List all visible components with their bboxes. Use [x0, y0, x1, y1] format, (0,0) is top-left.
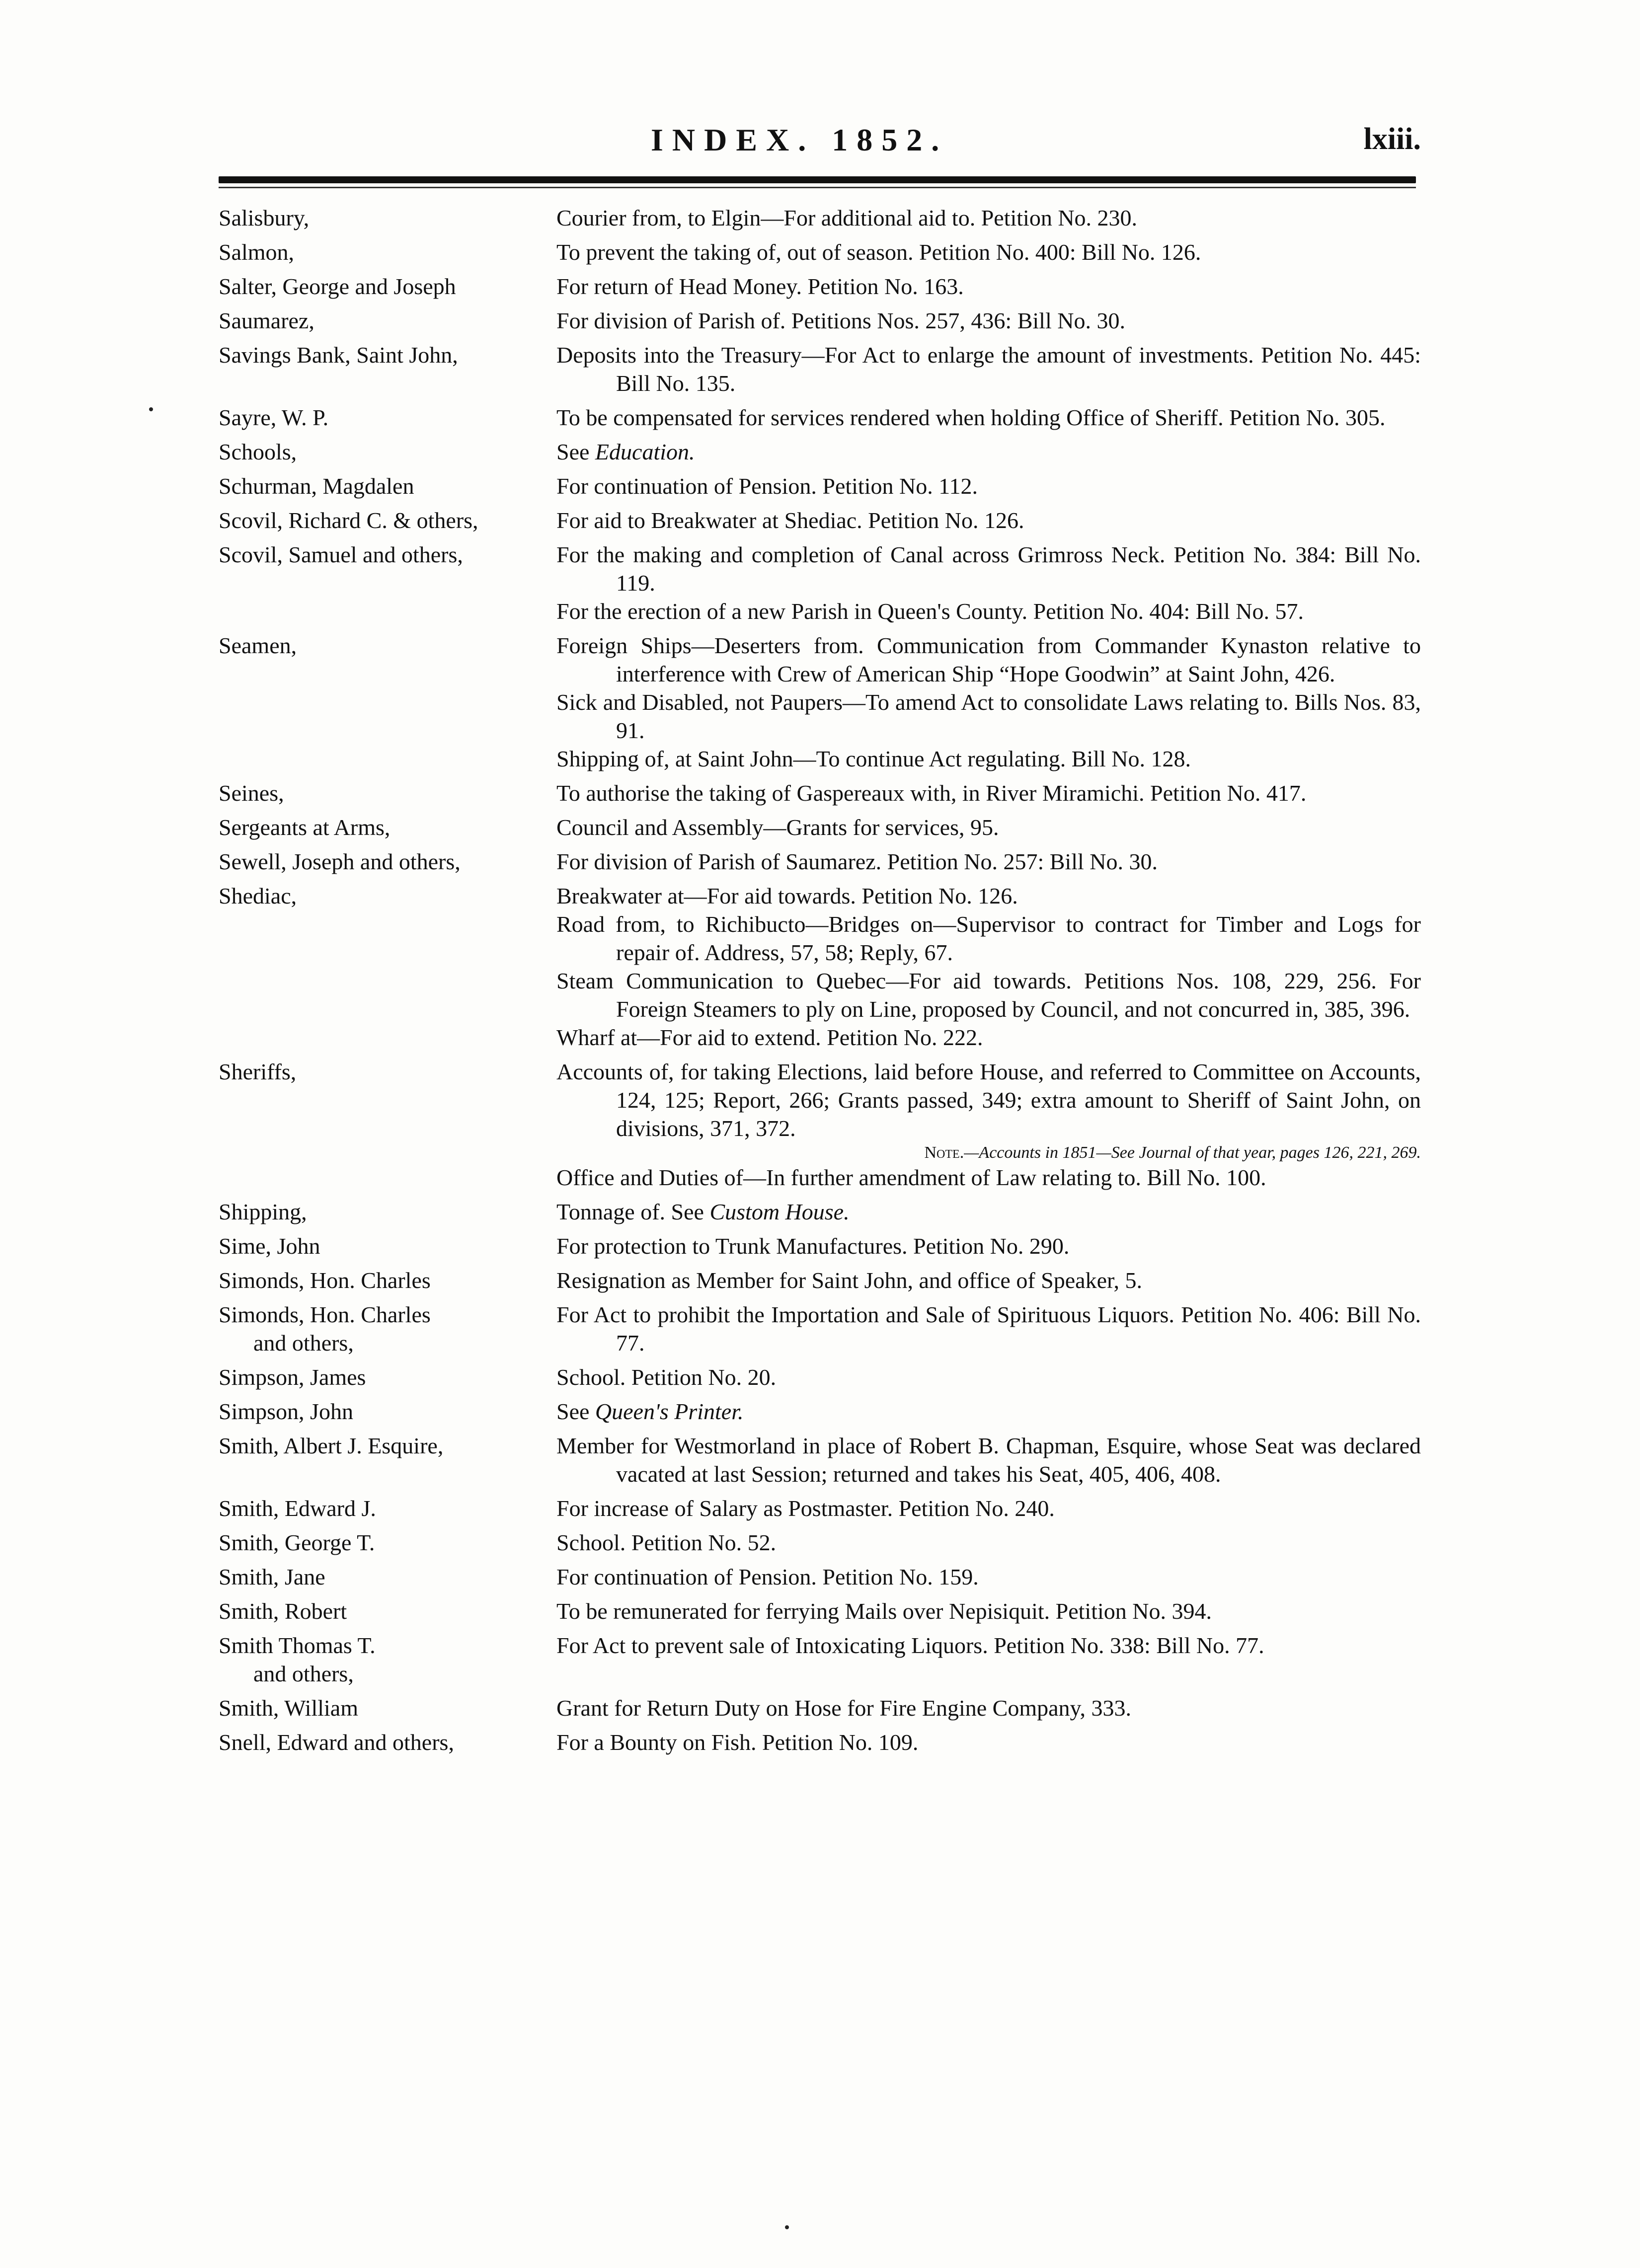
index-entry	[219, 1528, 1421, 1557]
entry-description: For Act to prohibit the Importation and Sale of Spirituous Liquors. Petition No. 406: Bill No. 77.	[556, 1302, 1421, 1356]
header-rule-thin	[219, 187, 1416, 188]
entry-name-text: Sheriffs,	[219, 1059, 297, 1084]
header-rule	[219, 176, 1416, 183]
entry-note	[556, 1142, 1421, 1163]
index-entry	[219, 272, 1421, 301]
index-entry	[219, 306, 1421, 335]
index-entry	[219, 1266, 1421, 1294]
entry-description: Grant for Return Duty on Hose for Fire Engine Company, 333.	[556, 1695, 1132, 1721]
entry-name	[219, 847, 556, 876]
entry-name-text: Savings Bank, Saint John,	[219, 342, 458, 368]
entry-name	[219, 1300, 556, 1357]
entry-name	[219, 779, 556, 807]
entry-description: For continuation of Pension. Petition No. 112.	[556, 473, 978, 499]
index-entry	[219, 882, 1421, 1052]
entry-description: To be compensated for services rendered when holding Office of Sheriff. Petition No. 305.	[556, 405, 1386, 430]
entry-descriptions	[556, 1597, 1421, 1625]
index-entry	[219, 438, 1421, 466]
entry-description: Breakwater at—For aid towards. Petition No. 126.	[556, 883, 1018, 908]
entry-description: Wharf at—For aid to extend. Petition No. 222.	[556, 1025, 983, 1050]
entry-name	[219, 1528, 556, 1557]
entry-description: For a Bounty on Fish. Petition No. 109.	[556, 1730, 919, 1755]
entry-descriptions	[556, 1397, 1421, 1426]
entry-descriptions	[556, 1728, 1421, 1756]
index-entry	[219, 1300, 1421, 1357]
entry-name	[219, 472, 556, 500]
entry-name	[219, 540, 556, 569]
entry-name-text: Salmon,	[219, 239, 295, 265]
entry-name	[219, 1397, 556, 1426]
entry-description: For the erection of a new Parish in Queen's County. Petition No. 404: Bill No. 57.	[556, 599, 1304, 624]
page-title: INDEX. 1852.	[651, 122, 948, 157]
index-entry	[219, 1232, 1421, 1260]
entry-description: For aid to Breakwater at Shediac. Petition No. 126.	[556, 508, 1024, 533]
index-entry	[219, 1198, 1421, 1226]
entry-name-text: Schurman, Magdalen	[219, 473, 414, 499]
entry-name	[219, 1232, 556, 1260]
entry-description: Resignation as Member for Saint John, and office of Speaker, 5.	[556, 1268, 1142, 1293]
entry-name-text: Saumarez,	[219, 308, 314, 333]
index-entry	[219, 540, 1421, 625]
entry-description: Steam Communication to Quebec—For aid towards. Petitions Nos. 108, 229, 256. For Foreign Steamers to ply on Line, proposed by Council, and not concurred in, 385, 396.	[556, 968, 1421, 1022]
entry-name-text: Schools,	[219, 439, 297, 464]
entry-description: Shipping of, at Saint John—To continue Act regulating. Bill No. 128.	[556, 746, 1191, 771]
entry-name	[219, 438, 556, 466]
note-text: —Accounts in 1851—See Journal of that year, pages 126, 221, 269.	[964, 1143, 1421, 1162]
entry-name-text: Smith, Edward J.	[219, 1496, 376, 1521]
entry-name-text: Shipping,	[219, 1199, 307, 1224]
entry-name-text: Snell, Edward and others,	[219, 1730, 454, 1755]
entry-name-continuation: and others,	[253, 1661, 354, 1686]
entry-descriptions	[556, 1494, 1421, 1522]
entry-name	[219, 506, 556, 534]
entry-descriptions	[556, 1694, 1421, 1722]
entry-description: For division of Parish of. Petitions Nos. 257, 436: Bill No. 30.	[556, 308, 1125, 333]
index-entry	[219, 472, 1421, 500]
entry-description: Sick and Disabled, not Paupers—To amend Act to consolidate Laws relating to. Bills Nos. 83, 91.	[556, 689, 1421, 743]
print-speck	[149, 407, 153, 411]
index-entry	[219, 1631, 1421, 1688]
entry-name	[219, 631, 556, 660]
entry-description: Office and Duties of—In further amendment of Law relating to. Bill No. 100.	[556, 1165, 1266, 1190]
entry-name-text: Scovil, Richard C. & others,	[219, 508, 478, 533]
entry-name	[219, 1494, 556, 1522]
entry-description: For the making and completion of Canal across Grimross Neck. Petition No. 384: Bill No. 119.	[556, 542, 1421, 596]
entry-name-continuation: and others,	[253, 1330, 354, 1356]
index-entry	[219, 506, 1421, 534]
entry-descriptions	[556, 813, 1421, 841]
entry-description: Foreign Ships—Deserters from. Communication from Commander Kynaston relative to interference with Crew of American Ship “Hope Goodwin” at Saint John, 426.	[556, 633, 1421, 686]
index-entry	[219, 1563, 1421, 1591]
entry-name-text: Shediac,	[219, 883, 297, 908]
entry-description: For Act to prevent sale of Intoxicating Liquors. Petition No. 338: Bill No. 77.	[556, 1633, 1264, 1658]
entry-name	[219, 403, 556, 432]
cross-reference-target: Custom House.	[709, 1199, 850, 1224]
entry-name-text: Simpson, John	[219, 1399, 353, 1424]
entry-descriptions	[556, 204, 1421, 232]
index-entry	[219, 1597, 1421, 1625]
entry-descriptions	[556, 403, 1421, 432]
entry-name-text: Simpson, James	[219, 1364, 366, 1390]
entry-descriptions	[556, 238, 1421, 266]
page-number: lxiii.	[1363, 122, 1421, 156]
entry-name-text: Salter, George and Joseph	[219, 274, 456, 299]
index-entry	[219, 1397, 1421, 1426]
entry-name-text: Sime, John	[219, 1233, 320, 1259]
entry-descriptions	[556, 341, 1421, 397]
entry-name-text: Smith, George T.	[219, 1530, 375, 1555]
entry-name-text: Scovil, Samuel and others,	[219, 542, 463, 567]
entry-cross-reference	[556, 1198, 1421, 1226]
entry-name	[219, 341, 556, 369]
entry-name	[219, 1694, 556, 1722]
entry-name	[219, 1058, 556, 1086]
entry-description: For protection to Trunk Manufactures. Petition No. 290.	[556, 1233, 1070, 1259]
entry-name-text: Seamen,	[219, 633, 297, 658]
entry-name	[219, 1266, 556, 1294]
entry-descriptions	[556, 1058, 1421, 1192]
entry-description: For division of Parish of Saumarez. Petition No. 257: Bill No. 30.	[556, 849, 1158, 874]
entry-description: Courier from, to Elgin—For additional aid to. Petition No. 230.	[556, 205, 1138, 230]
entry-description: To be remunerated for ferrying Mails over Nepisiquit. Petition No. 394.	[556, 1598, 1212, 1624]
entry-description: To authorise the taking of Gaspereaux with, in River Miramichi. Petition No. 417.	[556, 780, 1307, 806]
entry-descriptions	[556, 540, 1421, 625]
entry-name	[219, 238, 556, 266]
entry-descriptions	[556, 779, 1421, 807]
entry-name	[219, 1631, 556, 1688]
index-entry	[219, 813, 1421, 841]
entry-cross-reference	[556, 438, 1421, 466]
entry-descriptions	[556, 1563, 1421, 1591]
entry-descriptions	[556, 272, 1421, 301]
entry-name-text: Smith, Jane	[219, 1564, 325, 1589]
entry-name-text: Seines,	[219, 780, 284, 806]
entry-description: Member for Westmorland in place of Robert B. Chapman, Esquire, whose Seat was declared vacated at last Session; returned and takes his Seat, 405, 406, 408.	[556, 1433, 1421, 1487]
entry-descriptions	[556, 1363, 1421, 1391]
index-entry	[219, 1058, 1421, 1192]
entry-description: For increase of Salary as Postmaster. Petition No. 240.	[556, 1496, 1055, 1521]
entry-name	[219, 272, 556, 301]
entry-descriptions	[556, 506, 1421, 534]
entry-description: To prevent the taking of, out of season. Petition No. 400: Bill No. 126.	[556, 239, 1201, 265]
entry-descriptions	[556, 1528, 1421, 1557]
entry-name-text: Salisbury,	[219, 205, 310, 230]
entry-descriptions	[556, 1266, 1421, 1294]
entry-description: School. Petition No. 20.	[556, 1364, 777, 1390]
entry-cross-reference	[556, 1397, 1421, 1426]
entry-name-text: Smith, Robert	[219, 1598, 347, 1624]
entry-name-text: Sewell, Joseph and others,	[219, 849, 461, 874]
entry-description: For return of Head Money. Petition No. 163.	[556, 274, 964, 299]
entry-descriptions	[556, 1232, 1421, 1260]
entry-description: Road from, to Richibucto—Bridges on—Supervisor to contract for Timber and Logs for repair of. Address, 57, 58; Reply, 67.	[556, 911, 1421, 965]
index-entry	[219, 403, 1421, 432]
entry-description: Accounts of, for taking Elections, laid before House, and referred to Committee on Accounts, 124, 125; Report, 266; Grants passed, 349; extra amount to Sheriff of Saint John, on divisions, 371, 372.	[556, 1059, 1421, 1141]
entry-name	[219, 1597, 556, 1625]
index-entry	[219, 1363, 1421, 1391]
entry-name	[219, 306, 556, 335]
entry-name	[219, 1363, 556, 1391]
entry-descriptions	[556, 438, 1421, 466]
entry-name-text: Smith, William	[219, 1695, 358, 1721]
entry-descriptions	[556, 1432, 1421, 1488]
entry-name-text: Smith, Albert J. Esquire,	[219, 1433, 444, 1458]
entry-descriptions	[556, 472, 1421, 500]
page-header	[219, 122, 1421, 176]
entry-descriptions	[556, 1300, 1421, 1357]
entry-descriptions	[556, 882, 1421, 1052]
index-entry	[219, 631, 1421, 773]
index-entry	[219, 204, 1421, 232]
index-entry	[219, 1694, 1421, 1722]
entry-name	[219, 1728, 556, 1756]
entry-name	[219, 1563, 556, 1591]
entry-descriptions	[556, 306, 1421, 335]
entry-name	[219, 204, 556, 232]
note-label: Note.	[924, 1143, 964, 1162]
entry-description: School. Petition No. 52.	[556, 1530, 777, 1555]
index-entries	[219, 204, 1421, 1762]
entry-description: For continuation of Pension. Petition No. 159.	[556, 1564, 979, 1589]
index-entry	[219, 847, 1421, 876]
index-entry	[219, 1432, 1421, 1488]
entry-descriptions	[556, 631, 1421, 773]
index-entry	[219, 341, 1421, 397]
index-entry	[219, 238, 1421, 266]
entry-name	[219, 1198, 556, 1226]
cross-reference-prefix: See	[556, 439, 595, 464]
index-entry	[219, 1728, 1421, 1756]
entry-name	[219, 882, 556, 910]
entry-name-text: Simonds, Hon. Charles	[219, 1268, 431, 1293]
entry-name-text: Sergeants at Arms,	[219, 815, 390, 840]
entry-name	[219, 813, 556, 841]
entry-descriptions	[556, 1631, 1421, 1660]
entry-name-text: Sayre, W. P.	[219, 405, 329, 430]
entry-description: Council and Assembly—Grants for services, 95.	[556, 815, 999, 840]
index-entry	[219, 779, 1421, 807]
cross-reference-prefix: Tonnage of. See	[556, 1199, 710, 1224]
entry-name	[219, 1432, 556, 1460]
index-entry	[219, 1494, 1421, 1522]
print-speck	[785, 2225, 789, 2229]
cross-reference-target: Queen's Printer.	[595, 1399, 744, 1424]
entry-descriptions	[556, 1198, 1421, 1226]
entry-name-text: Smith Thomas T.	[219, 1633, 376, 1658]
cross-reference-prefix: See	[556, 1399, 595, 1424]
cross-reference-target: Education.	[595, 439, 695, 464]
entry-name-text: Simonds, Hon. Charles	[219, 1302, 431, 1327]
entry-descriptions	[556, 847, 1421, 876]
entry-description: Deposits into the Treasury—For Act to enlarge the amount of investments. Petition No. 445: Bill No. 135.	[556, 342, 1421, 396]
